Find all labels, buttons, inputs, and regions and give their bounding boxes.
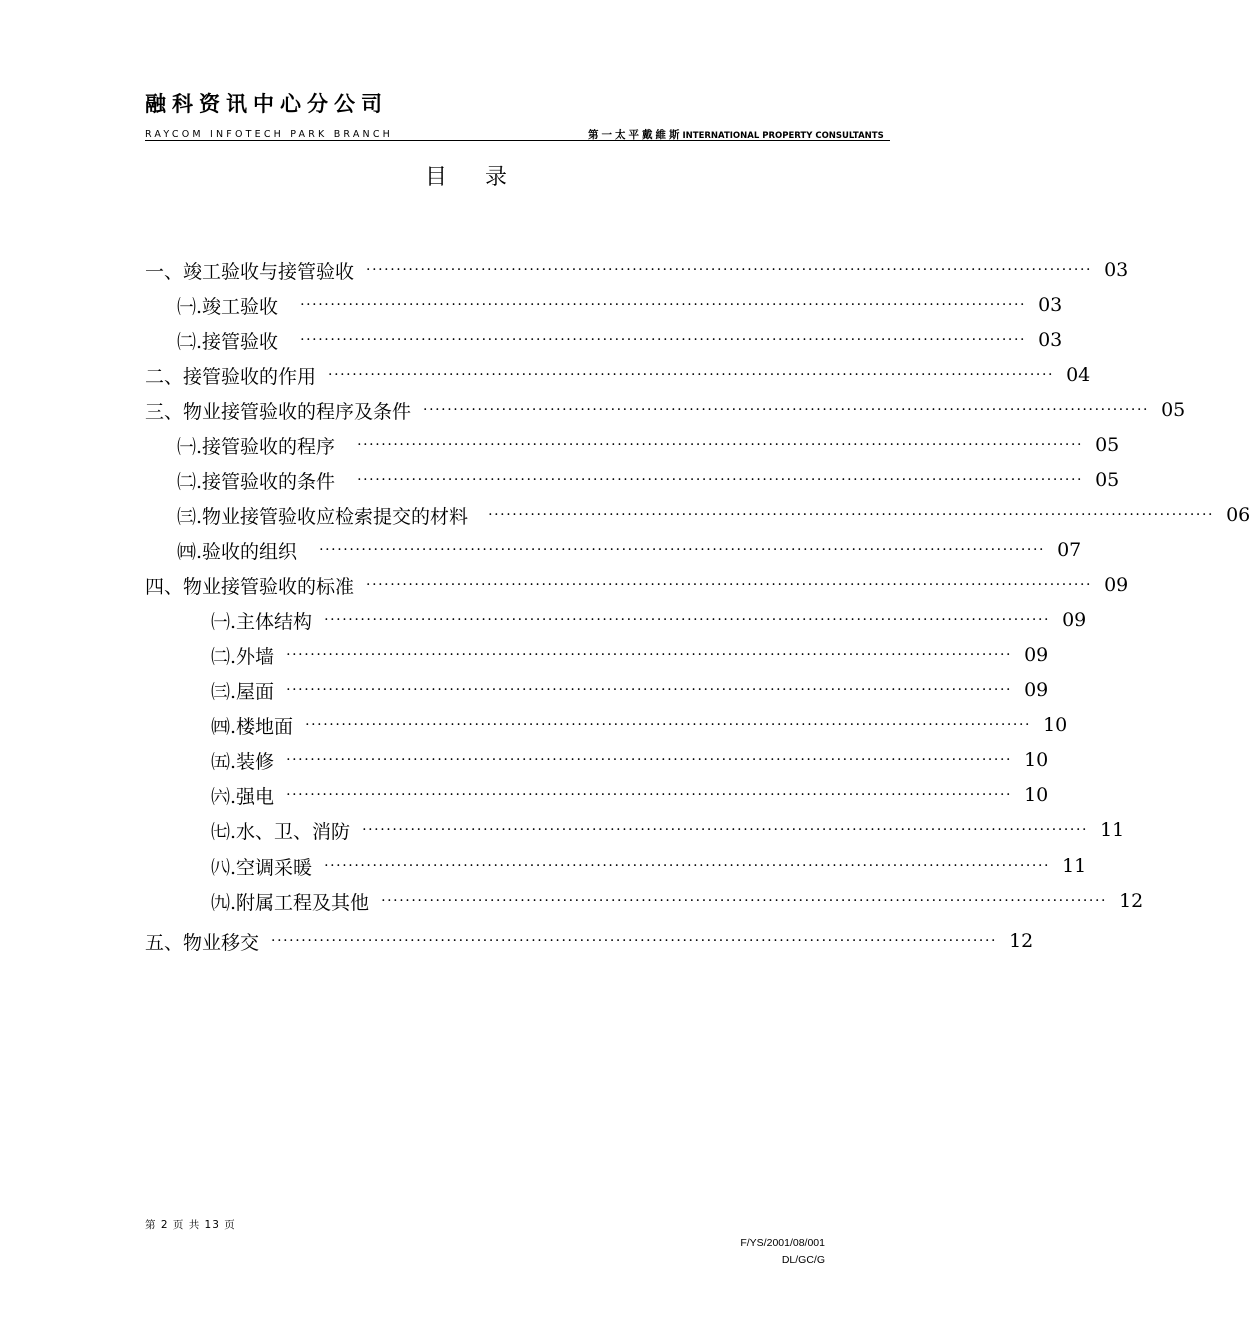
- toc-entry-page: 12: [1119, 890, 1144, 912]
- brand-name-en: INTERNATIONAL PROPERTY CONSULTANTS: [682, 131, 884, 141]
- toc-entry-label: 验收的组织: [202, 540, 298, 563]
- toc-entry-number: 二、: [145, 365, 184, 388]
- toc-leader-dots: ························································································································: [286, 647, 1013, 663]
- toc-entry-label: 楼地面: [236, 715, 294, 738]
- toc-entry-number: 四、: [145, 575, 184, 598]
- toc-entry-label: 竣工验收与接管验收: [183, 260, 355, 283]
- toc-entry-number: 五、: [145, 931, 184, 954]
- toc-entry-page: 10: [1043, 714, 1068, 736]
- toc-entry-number: 三、: [145, 400, 184, 423]
- toc-leader-dots: ························································································································: [324, 858, 1051, 874]
- toc-leader-dots: ························································································································: [286, 787, 1013, 803]
- toc-entry[interactable]: [177, 291, 1063, 319]
- toc-leader-dots: ························································································································: [300, 332, 1027, 348]
- toc-entry-page: 03: [1038, 329, 1063, 351]
- toc-entry-label: 主体结构: [236, 610, 313, 633]
- toc-entry-number: ㈣.: [177, 540, 203, 563]
- toc-entry-label: 附属工程及其他: [236, 891, 370, 914]
- toc-entry[interactable]: [145, 256, 1129, 284]
- toc-leader-dots: ························································································································: [488, 507, 1215, 523]
- toc-entry-number: ㈨.: [211, 891, 237, 914]
- toc-entry-number: ㈣.: [211, 715, 237, 738]
- toc-entry-page: 03: [1038, 294, 1063, 316]
- toc-entry[interactable]: [211, 641, 1049, 669]
- toc-leader-dots: ························································································································: [423, 402, 1150, 418]
- footer-page-info: 第 2 页 共 13 页: [145, 1219, 236, 1231]
- toc-title: 目录: [424, 165, 545, 190]
- toc-entry-page: 12: [1009, 930, 1034, 952]
- toc-entry-label: 强电: [236, 785, 275, 808]
- toc-entry[interactable]: [145, 571, 1129, 599]
- brand-name-cn: 第一太平戴維斯: [588, 129, 683, 141]
- toc-entry[interactable]: [211, 887, 1144, 915]
- toc-entry-page: 03: [1104, 259, 1129, 281]
- doc-ref: DL/GC/G: [781, 1254, 825, 1266]
- toc-entry-number: ㈢.: [211, 680, 237, 703]
- toc-entry-number: ㈦.: [211, 820, 237, 843]
- toc-entry-label: 外墙: [236, 645, 275, 668]
- toc-entry-page: 09: [1024, 679, 1049, 701]
- toc-entry-page: 05: [1161, 399, 1186, 421]
- toc-entry[interactable]: [177, 326, 1063, 354]
- toc-leader-dots: ························································································································: [362, 822, 1089, 838]
- toc-entry-page: 09: [1104, 574, 1129, 596]
- toc-entry[interactable]: [145, 361, 1091, 389]
- toc-entry[interactable]: [177, 536, 1082, 564]
- toc-entry[interactable]: [177, 501, 1250, 529]
- toc-entry-page: 09: [1024, 644, 1049, 666]
- toc-entry-page: 11: [1100, 819, 1125, 841]
- toc-leader-dots: ························································································································: [357, 472, 1084, 488]
- toc-entry-label: 接管验收的作用: [183, 365, 317, 388]
- toc-leader-dots: ························································································································: [300, 297, 1027, 313]
- toc-entry-number: ㈡.: [177, 470, 203, 493]
- toc-entry-number: ㈠.: [177, 295, 203, 318]
- toc-entry-page: 11: [1062, 855, 1087, 877]
- company-name-en: RAYCOM INFOTECH PARK BRANCH: [145, 129, 394, 140]
- header-rule: [145, 140, 890, 141]
- toc-leader-dots: ························································································································: [286, 682, 1013, 698]
- toc-entry[interactable]: [211, 781, 1049, 809]
- toc-leader-dots: ························································································································: [366, 577, 1093, 593]
- toc-entry-label: 物业接管验收应检索提交的材料: [202, 505, 469, 528]
- toc-leader-dots: ························································································································: [328, 367, 1055, 383]
- toc-entry-page: 10: [1024, 749, 1049, 771]
- toc-entry-number: ㈥.: [211, 785, 237, 808]
- toc-entry[interactable]: [177, 431, 1120, 459]
- toc-entry-number: ㈠.: [211, 610, 237, 633]
- toc-leader-dots: ························································································································: [357, 437, 1084, 453]
- toc-entry-page: 04: [1066, 364, 1091, 386]
- toc-entry-number: ㈢.: [177, 505, 203, 528]
- toc-entry-number: ㈤.: [211, 750, 237, 773]
- footer-doc-code: [740, 1235, 825, 1269]
- toc-entry-number: ㈧.: [211, 856, 237, 879]
- toc-entry-label: 接管验收的条件: [202, 470, 336, 493]
- toc-entry-number: ㈡.: [211, 645, 237, 668]
- toc-entry-page: 06: [1226, 504, 1250, 526]
- company-name-cn: 融科资讯中心分公司: [145, 92, 388, 116]
- toc-entry[interactable]: [211, 711, 1068, 739]
- toc-leader-dots: ························································································································: [305, 717, 1032, 733]
- toc-entry-label: 水、卫、消防: [236, 820, 351, 843]
- toc-entry-page: 05: [1095, 469, 1120, 491]
- toc-entry-number: ㈠.: [177, 435, 203, 458]
- toc-leader-dots: ························································································································: [319, 542, 1046, 558]
- toc-entry-page: 07: [1057, 539, 1082, 561]
- toc-entry-label: 竣工验收: [202, 295, 279, 318]
- toc-entry[interactable]: [211, 746, 1049, 774]
- toc-entry-label: 物业移交: [183, 931, 260, 954]
- toc-entry-page: 09: [1062, 609, 1087, 631]
- toc-entry-number: 一、: [145, 260, 184, 283]
- toc-entry-label: 物业接管验收的程序及条件: [183, 400, 412, 423]
- toc-entry[interactable]: [211, 676, 1049, 704]
- toc-entry-number: ㈡.: [177, 330, 203, 353]
- doc-code: F/YS/2001/08/001: [740, 1237, 825, 1249]
- toc-entry-page: 05: [1095, 434, 1120, 456]
- toc-entry-label: 空调采暖: [236, 856, 313, 879]
- toc-entry-label: 接管验收的程序: [202, 435, 336, 458]
- toc-leader-dots: ························································································································: [271, 933, 998, 949]
- toc-entry[interactable]: [211, 606, 1087, 634]
- toc-leader-dots: ························································································································: [286, 752, 1013, 768]
- toc-entry-label: 装修: [236, 750, 275, 773]
- toc-entry[interactable]: [211, 816, 1125, 844]
- toc-entry[interactable]: [145, 396, 1186, 424]
- toc-entry-label: 物业接管验收的标准: [183, 575, 355, 598]
- toc-entry-page: 10: [1024, 784, 1049, 806]
- toc-entry-label: 接管验收: [202, 330, 279, 353]
- toc-leader-dots: ························································································································: [381, 893, 1108, 909]
- toc-entry[interactable]: [177, 466, 1120, 494]
- toc-leader-dots: ························································································································: [324, 612, 1051, 628]
- toc-entry[interactable]: [145, 927, 1034, 955]
- toc-entry[interactable]: [211, 852, 1087, 880]
- toc-leader-dots: ························································································································: [366, 262, 1093, 278]
- toc-entry-label: 屋面: [236, 680, 275, 703]
